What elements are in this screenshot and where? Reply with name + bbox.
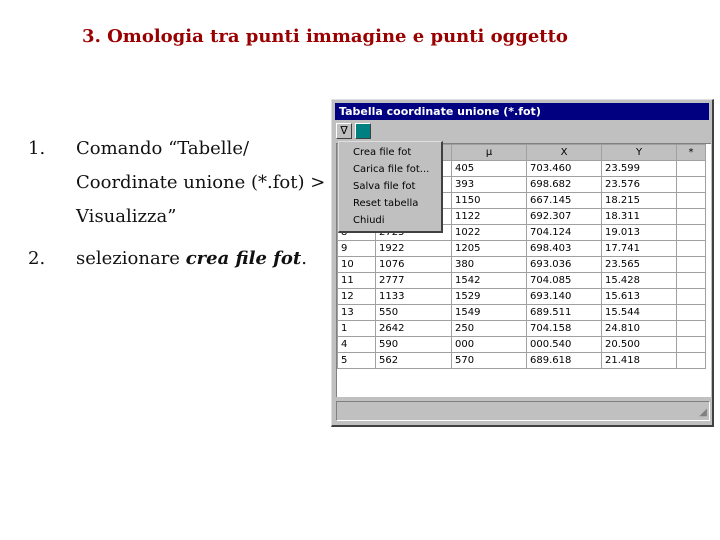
table-cell[interactable]: 5	[338, 353, 376, 369]
table-cell[interactable]: 11	[338, 273, 376, 289]
toolbar-button[interactable]	[355, 123, 371, 139]
table-cell[interactable]: 18.215	[602, 193, 677, 209]
table-cell[interactable]	[677, 161, 706, 177]
table-row[interactable]	[338, 241, 706, 257]
status-bar	[336, 401, 710, 421]
table-cell[interactable]	[677, 225, 706, 241]
table-cell[interactable]: 693.036	[527, 257, 602, 273]
column-header[interactable]: X	[527, 145, 602, 161]
bullet-suffix: .	[301, 248, 307, 269]
table-cell[interactable]: 704.085	[527, 273, 602, 289]
table-cell[interactable]	[677, 177, 706, 193]
column-header[interactable]: Y	[602, 145, 677, 161]
table-cell[interactable]: 698.682	[527, 177, 602, 193]
table-cell[interactable]: 000.540	[527, 337, 602, 353]
table-cell[interactable]: 570	[452, 353, 527, 369]
table-cell[interactable]	[677, 305, 706, 321]
filter-icon[interactable]: ∇	[336, 123, 352, 139]
window-titlebar[interactable]: Tabella coordinate unione (*.fot)	[335, 103, 709, 120]
table-row[interactable]	[338, 273, 706, 289]
bullet-number: 1.	[28, 138, 46, 159]
table-cell[interactable]: 1542	[452, 273, 527, 289]
table-cell[interactable]: 550	[376, 305, 452, 321]
table-cell[interactable]: 667.145	[527, 193, 602, 209]
table-cell[interactable]: 15.613	[602, 289, 677, 305]
table-cell[interactable]: 405	[452, 161, 527, 177]
table-cell[interactable]: 9	[338, 241, 376, 257]
column-header[interactable]: μ	[452, 145, 527, 161]
table-cell[interactable]: 2777	[376, 273, 452, 289]
menu-item-chiudi[interactable]: Chiudi	[353, 215, 385, 226]
table-cell[interactable]	[677, 337, 706, 353]
table-cell[interactable]: 380	[452, 257, 527, 273]
table-cell[interactable]: 1205	[452, 241, 527, 257]
bullet-text	[76, 242, 338, 276]
menu-item-carica-file-fot[interactable]: Carica file fot...	[353, 164, 430, 175]
table-cell[interactable]: 590	[376, 337, 452, 353]
column-header[interactable]: *	[677, 145, 706, 161]
table-cell[interactable]: 23.565	[602, 257, 677, 273]
table-cell[interactable]: 693.140	[527, 289, 602, 305]
table-cell[interactable]: 250	[452, 321, 527, 337]
table-row[interactable]	[338, 257, 706, 273]
menu-item-salva-file-fot[interactable]: Salva file fot	[353, 181, 416, 192]
table-cell[interactable]: 19.013	[602, 225, 677, 241]
slide-title: 3. Omologia tra punti immagine e punti oggetto	[82, 26, 568, 47]
table-cell[interactable]: 1150	[452, 193, 527, 209]
table-row[interactable]	[338, 305, 706, 321]
table-cell[interactable]: 1022	[452, 225, 527, 241]
table-cell[interactable]: 1529	[452, 289, 527, 305]
table-cell[interactable]: 23.599	[602, 161, 677, 177]
table-row[interactable]	[338, 353, 706, 369]
table-cell[interactable]: 689.511	[527, 305, 602, 321]
table-cell[interactable]: 704.158	[527, 321, 602, 337]
table-cell[interactable]: 689.618	[527, 353, 602, 369]
table-cell[interactable]: 703.460	[527, 161, 602, 177]
table-cell[interactable]: 20.500	[602, 337, 677, 353]
table-cell[interactable]	[677, 193, 706, 209]
table-cell[interactable]: 15.428	[602, 273, 677, 289]
resize-grip-icon[interactable]: ◢	[699, 407, 707, 418]
menu-item-crea-file-fot[interactable]: Crea file fot	[353, 147, 412, 158]
table-cell[interactable]: 1133	[376, 289, 452, 305]
bullet-emphasis: crea file fot	[185, 248, 302, 269]
table-cell[interactable]: 000	[452, 337, 527, 353]
table-cell[interactable]: 704.124	[527, 225, 602, 241]
table-cell[interactable]: 1076	[376, 257, 452, 273]
table-cell[interactable]: 21.418	[602, 353, 677, 369]
table-cell[interactable]: 23.576	[602, 177, 677, 193]
table-cell[interactable]	[677, 257, 706, 273]
context-menu	[338, 141, 443, 233]
table-cell[interactable]: 698.403	[527, 241, 602, 257]
table-cell[interactable]: 1549	[452, 305, 527, 321]
table-cell[interactable]: 562	[376, 353, 452, 369]
table-row[interactable]	[338, 289, 706, 305]
table-cell[interactable]	[677, 241, 706, 257]
table-cell[interactable]	[677, 289, 706, 305]
table-cell[interactable]: 692.307	[527, 209, 602, 225]
table-cell[interactable]: 12	[338, 289, 376, 305]
table-cell[interactable]: 24.810	[602, 321, 677, 337]
table-cell[interactable]	[677, 209, 706, 225]
bullet-prefix: selezionare	[76, 248, 186, 269]
table-cell[interactable]: 15.544	[602, 305, 677, 321]
table-cell[interactable]: 18.311	[602, 209, 677, 225]
bullet-number: 2.	[28, 248, 46, 269]
table-cell[interactable]	[677, 321, 706, 337]
table-cell[interactable]: 2642	[376, 321, 452, 337]
table-cell[interactable]: 10	[338, 257, 376, 273]
table-row[interactable]	[338, 337, 706, 353]
table-cell[interactable]: 1	[338, 321, 376, 337]
table-cell[interactable]	[677, 273, 706, 289]
bullet-text: Comando “Tabelle/ Coordinate unione (*.fot) > Visualizza”	[76, 138, 326, 227]
table-cell[interactable]: 13	[338, 305, 376, 321]
table-cell[interactable]: 4	[338, 337, 376, 353]
table-cell[interactable]: 17.741	[602, 241, 677, 257]
table-cell[interactable]: 1122	[452, 209, 527, 225]
table-cell[interactable]	[677, 353, 706, 369]
menu-item-reset-tabella[interactable]: Reset tabella	[353, 198, 419, 209]
table-cell[interactable]: 1922	[376, 241, 452, 257]
table-cell[interactable]: 393	[452, 177, 527, 193]
table-row[interactable]	[338, 321, 706, 337]
